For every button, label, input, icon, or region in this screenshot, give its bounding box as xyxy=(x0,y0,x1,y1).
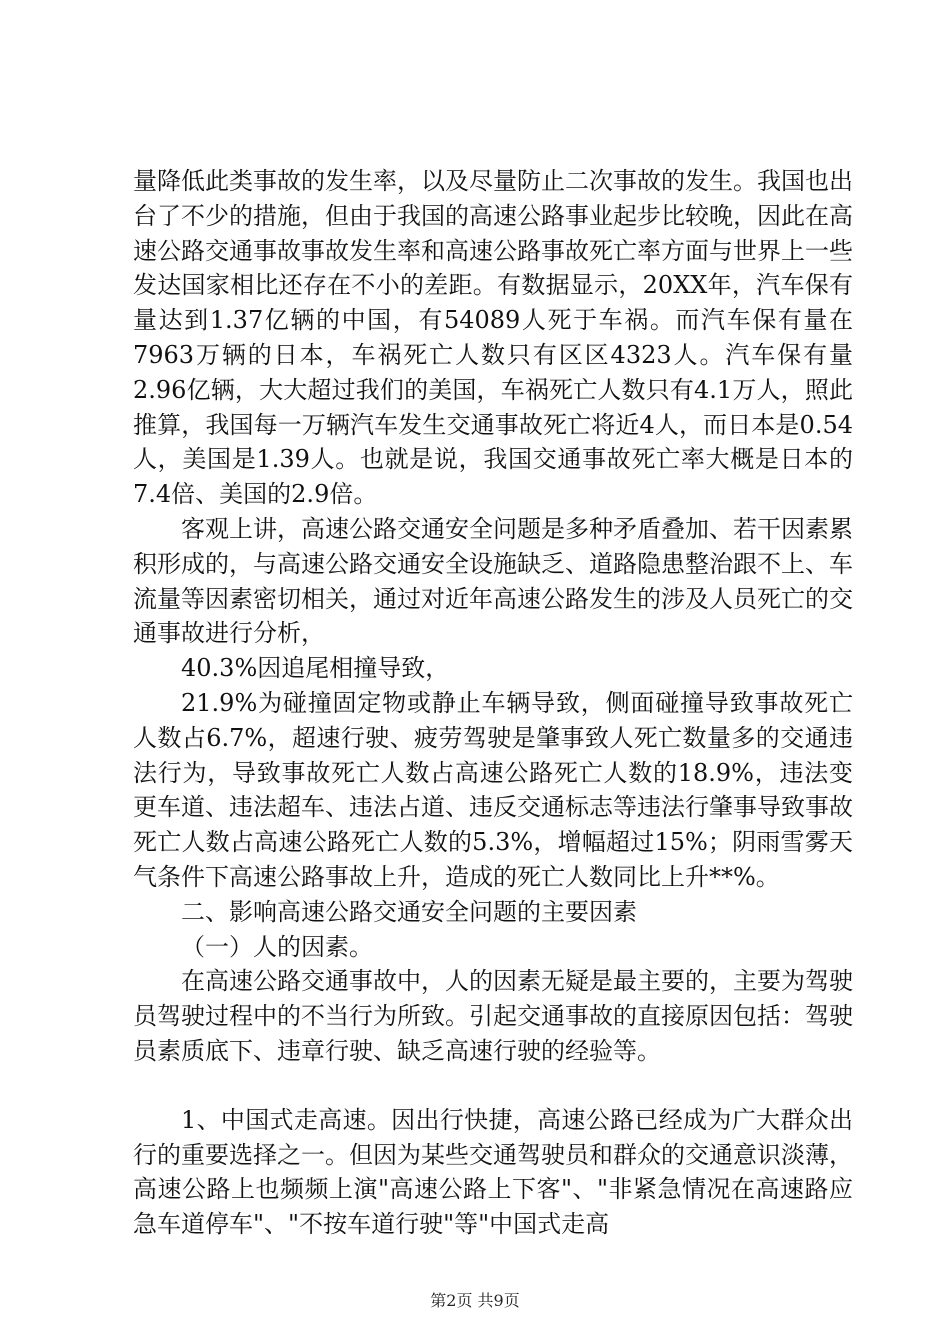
paragraph-accident-causes: 21.9%为碰撞固定物或静止车辆导致，侧面碰撞导致事故死亡人数占6.7%，超速行驶、疲劳驾驶是肇事致人死亡数量多的交通违法行为，导致事故死亡人数占高速公路死亡人数的18.9%，违法变更车道、违法超车、违法占道、违反交通标志等违法行肇事导致事故死亡人数占高速公路死亡人数的5.3%，增幅超过15%；阴雨雪雾天气条件下高速公路事故上升，造成的死亡人数同比上升**%。 xyxy=(133,688,853,891)
section-heading-main-factors: 二、影响高速公路交通安全问题的主要因素 xyxy=(181,897,637,926)
paragraph-objective-analysis: 客观上讲，高速公路交通安全问题是多种矛盾叠加、若干因素累积形成的，与高速公路交通安全设施缺乏、道路隐患整治跟不上、车流量等因素密切相关，通过对近年高速公路发生的涉及人员死亡的交通事故进行分析， xyxy=(133,514,853,648)
paragraph-traffic-death-statistics: 量降低此类事故的发生率，以及尽量防止二次事故的发生。我国也出台了不少的措施，但由于我国的高速公路事业起步比较晚，因此在高速公路交通事故事故发生率和高速公路事故死亡率方面与世界上一些发达国家相比还存在不小的差距。有数据显示，20XX年，汽车保有量达到1.37亿辆的中国，有54089人死于车祸。而汽车保有量在7963万辆的日本，车祸死亡人数只有区区4323人。汽车保有量2.96亿辆，大大超过我们的美国，车祸死亡人数只有4.1万人，照此推算，我国每一万辆汽车发生交通事故死亡将近4人，而日本是0.54人，美国是1.39人。也就是说，我国交通事故死亡率大概是日本的7.4倍、美国的2.9倍。 xyxy=(133,167,853,509)
paragraph-chinese-style-highway: 1、中国式走高速。因出行快捷，高速公路已经成为广大群众出行的重要选择之一。但因为某些交通驾驶员和群众的交通意识淡薄，高速公路上也频频上演"高速公路上下客"、"非紧急情况在高速路应急车道停车"、"不按车道行驶"等"中国式走高 xyxy=(133,1105,853,1239)
paragraph-human-factors: 在高速公路交通事故中，人的因素无疑是最主要的，主要为驾驶员驾驶过程中的不当行为所致。引起交通事故的直接原因包括：驾驶员素质底下、违章行驶、缺乏高速行驶的经验等。 xyxy=(133,967,853,1065)
paragraph-rear-end-collision: 40.3%因追尾相撞导致， xyxy=(181,654,450,683)
subsection-heading-human-factors: （一）人的因素。 xyxy=(181,932,373,961)
page-number-footer: 第2页 共9页 xyxy=(430,1291,520,1310)
document-body xyxy=(133,164,853,1242)
